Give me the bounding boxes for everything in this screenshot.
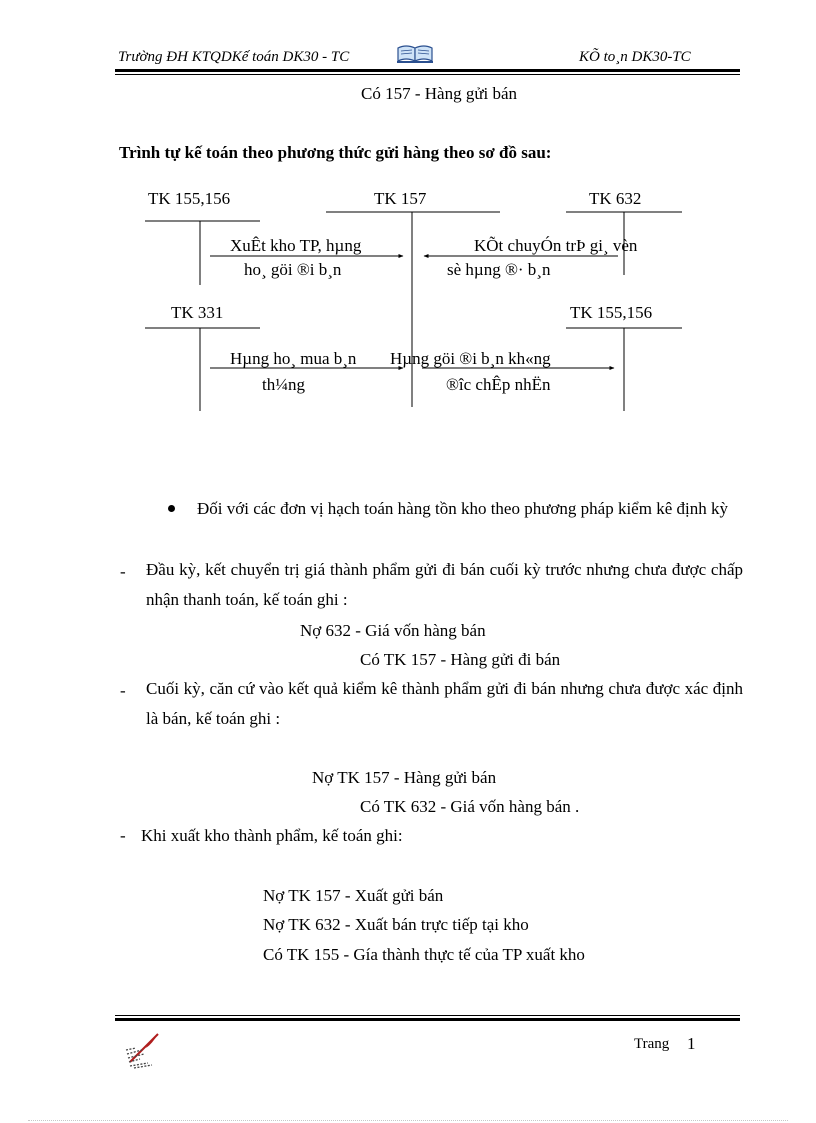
section-title: Trình tự kế toán theo phương thức gửi hàng theo sơ đồ sau:	[119, 143, 552, 162]
flow-reject-line1: Hµng göi ®i b¸n kh«ng	[390, 349, 551, 368]
flow-reject-line2: ®îc chÊp nhËn	[446, 375, 551, 394]
footer-rule-thick	[115, 1018, 740, 1021]
item2-entry-debit: Nợ TK 157 - Hàng gửi bán	[312, 768, 497, 787]
intro-line: Có 157 - Hàng gửi bán	[361, 84, 518, 103]
account-tk632: TK 632	[589, 189, 642, 208]
flow-purchase-line1: Hµng ho¸ mua b¸n	[230, 349, 357, 368]
item2-dash: -	[120, 681, 126, 700]
account-tk157: TK 157	[374, 189, 427, 208]
page-number: 1	[687, 1034, 696, 1053]
item1-dash: -	[120, 562, 126, 581]
flow-purchase-line2: th¼ng	[262, 375, 305, 394]
diagram-lines	[0, 0, 816, 460]
item3-entry1: Nợ TK 157 - Xuất gửi bán	[263, 886, 444, 905]
item3-entry2: Nợ TK 632 - Xuất bán trực tiếp tại kho	[263, 915, 529, 934]
item2-entry-credit: Có TK 632 - Giá vốn hàng bán .	[360, 797, 580, 816]
account-tk155-bottom: TK 155,156	[570, 303, 653, 322]
flow-ship-line2: ho¸ göi ®i b¸n	[244, 260, 342, 279]
header-left: Trường ĐH KTQDKế toán DK30 - TC	[118, 49, 350, 65]
flow-ship-line1: XuÊt kho TP, hµng	[230, 236, 362, 255]
flow-transfer-line2: sè hµng ®· b¸n	[447, 260, 551, 279]
item3-entry3: Có TK 155 - Gía thành thực tế của TP xuất kho	[263, 945, 585, 964]
item3-paragraph: Khi xuất kho thành phẩm, kế toán ghi:	[141, 826, 403, 845]
footer-rule-thin	[115, 1015, 740, 1016]
account-tk155-top: TK 155,156	[148, 189, 231, 208]
header-right: KÕ to¸n DK30-TC	[579, 49, 691, 65]
item1-paragraph: Đầu kỳ, kết chuyển trị giá thành phẩm gửi đi bán cuối kỳ trước nhưng chưa được chấp nhận thanh toán, kế toán ghi :	[146, 560, 743, 609]
item3-dash: -	[120, 826, 126, 845]
flow-transfer-line1: KÕt chuyÓn trÞ gi¸ vèn	[474, 236, 638, 255]
bullet-paragraph: Đối với các đơn vị hạch toán hàng tồn kho theo phương pháp kiểm kê định kỳ	[197, 499, 728, 518]
item1-entry-credit: Có TK 157 - Hàng gửi đi bán	[360, 650, 561, 669]
bullet-dot	[168, 505, 175, 512]
page-label: Trang	[634, 1036, 670, 1052]
item2-paragraph: Cuối kỳ, căn cứ vào kết quả kiểm kê thành phẩm gửi đi bán nhưng chưa được xác định là bán, kế toán ghi :	[146, 679, 743, 728]
item1-entry-debit: Nợ 632 - Giá vốn hàng bán	[300, 621, 486, 640]
page-bottom-dotted-line	[28, 1120, 788, 1121]
account-tk331: TK 331	[171, 303, 224, 322]
quill-logo-icon	[124, 1030, 164, 1070]
